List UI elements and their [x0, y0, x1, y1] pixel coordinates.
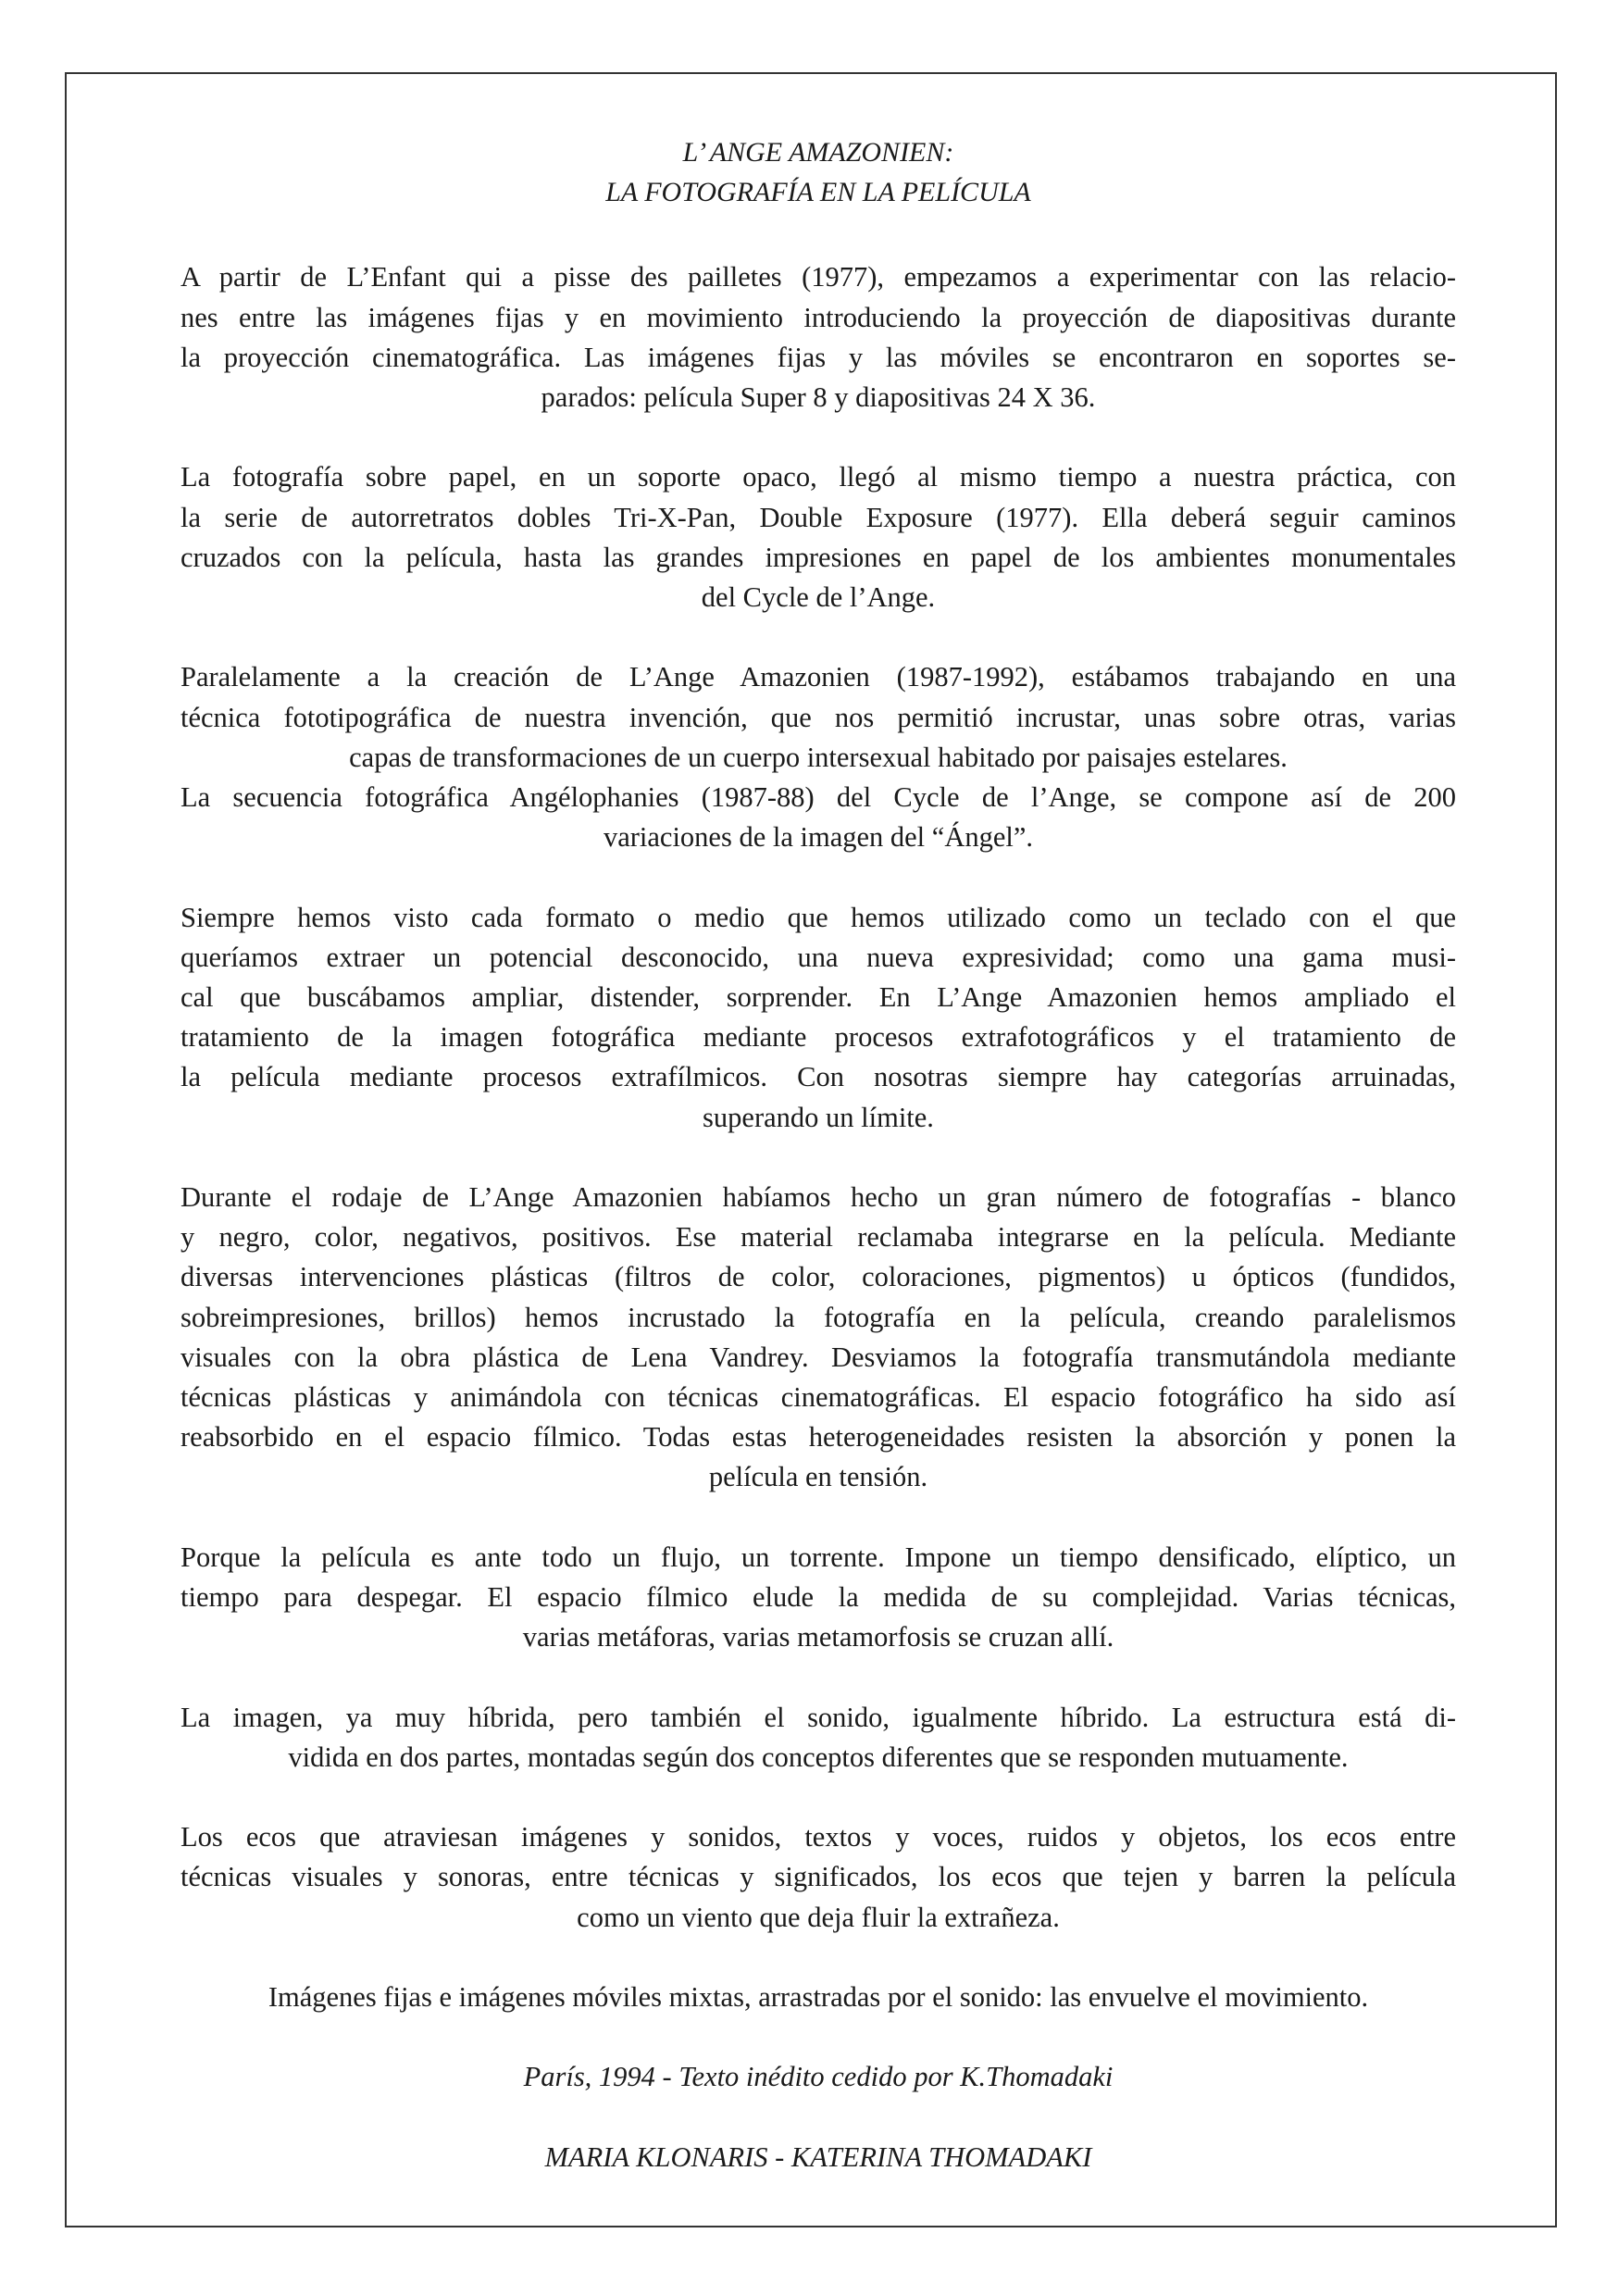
paragraph	[180, 1698, 1456, 1778]
text-line: capas de transformaciones de un cuerpo intersexual habitado por paisajes estelares.	[349, 741, 1288, 773]
text-line: vidida en dos partes, montadas según dos conceptos diferentes que se responden mutuamente.	[288, 1741, 1349, 1773]
text-line: la película mediante procesos extrafílmicos. Con nosotras siempre hay categorías arruinadas,	[180, 1061, 1456, 1093]
text-line: y negro, color, negativos, positivos. Ese material reclamaba integrarse en la película. Mediante	[180, 1221, 1456, 1254]
text-line: parados: película Super 8 y diapositivas 24 X 36.	[541, 381, 1096, 414]
page-title	[180, 132, 1456, 212]
text-line: Siempre hemos visto cada formato o medio que hemos utilizado como un teclado con el que	[180, 901, 1456, 933]
text-line: película en tensión.	[708, 1461, 928, 1493]
text-line: varias metáforas, varias metamorfosis se cruzan allí.	[522, 1621, 1114, 1653]
text-line: tiempo para despegar. El espacio fílmico elude la medida de su complejidad. Varias técnicas,	[180, 1581, 1456, 1614]
paragraph	[180, 457, 1456, 618]
text-line: La imagen, ya muy híbrida, pero también el sonido, igualmente híbrido. La estructura está di-	[180, 1701, 1456, 1733]
paragraph	[180, 898, 1456, 1138]
document-body	[180, 132, 1456, 2177]
text-line: cruzados con la película, hasta las grandes impresiones en papel de los ambientes monumentales	[180, 541, 1456, 573]
text-line: variaciones de la imagen del “Ángel”.	[603, 821, 1034, 854]
text-line: técnicas visuales y sonoras, entre técnicas y significados, los ecos que tejen y barren la película	[180, 1861, 1456, 1893]
title-line: L’ ANGE AMAZONIEN:	[682, 137, 954, 168]
paragraph	[180, 257, 1456, 418]
text-line: reabsorbido en el espacio fílmico. Todas estas heterogeneidades resisten la absorción y ponen la	[180, 1421, 1456, 1454]
text-line: La secuencia fotográfica Angélophanies (1987-88) del Cycle de l’Ange, se compone así de 200	[180, 781, 1456, 814]
text-line: nes entre las imágenes fijas y en movimiento introduciendo la proyección de diapositivas durante	[180, 301, 1456, 333]
text-line: A partir de L’Enfant qui a pisse des pailletes (1977), empezamos a experimentar con las relacio-	[180, 261, 1456, 293]
text-line: la serie de autorretratos dobles Tri-X-Pan, Double Exposure (1977). Ella deberá seguir caminos	[180, 501, 1456, 533]
title-line: LA FOTOGRAFÍA EN LA PELÍCULA	[605, 177, 1031, 208]
text-line: diversas intervenciones plásticas (filtros de color, coloraciones, pigmentos) u ópticos (fundidos,	[180, 1261, 1456, 1293]
text-line: cal que buscábamos ampliar, distender, sorprender. En L’Ange Amazonien hemos ampliado el	[180, 981, 1456, 1014]
text-line: como un viento que deja fluir la extrañeza.	[577, 1901, 1060, 1933]
text-line: Porque la película es ante todo un flujo, un torrente. Impone un tiempo densificado, elíptico, un	[180, 1541, 1456, 1573]
text-line: del Cycle de l’Ange.	[701, 581, 936, 614]
text-line: la proyección cinematográfica. Las imágenes fijas y las móviles se encontraron en soportes se-	[180, 341, 1456, 373]
text-line: técnicas plásticas y animándola con técnicas cinematográficas. El espacio fotográfico ha sido así	[180, 1381, 1456, 1414]
signature-line: París, 1994 - Texto inédito cedido por K.Thomadaki	[523, 2061, 1114, 2093]
text-line: superando un límite.	[703, 1101, 934, 1133]
text-line: visuales con la obra plástica de Lena Vandrey. Desviamos la fotografía transmutándola mediante	[180, 1341, 1456, 1373]
text-line: sobreimpresiones, brillos) hemos incrustado la fotografía en la película, creando paralelismos	[180, 1301, 1456, 1333]
text-line: Los ecos que atraviesan imágenes y sonidos, textos y voces, ruidos y objetos, los ecos entre	[180, 1821, 1456, 1853]
paragraph	[180, 1178, 1456, 1498]
text-line: Paralelamente a la creación de L’Ange Amazonien (1987-1992), estábamos trabajando en una	[180, 661, 1456, 693]
text-line: Durante el rodaje de L’Ange Amazonien habíamos hecho un gran número de fotografías - blanco	[180, 1181, 1456, 1214]
text-line: queríamos extraer un potencial desconocido, una nueva expresividad; como una gama musi-	[180, 941, 1456, 973]
authors-line: MARIA KLONARIS - KATERINA THOMADAKI	[544, 2140, 1092, 2173]
text-line: técnica fototipográfica de nuestra invención, que nos permitió incrustar, unas sobre otras, varias	[180, 701, 1456, 733]
paragraph	[180, 1817, 1456, 1938]
paragraph	[180, 1538, 1456, 1658]
paragraph	[180, 1978, 1456, 2017]
text-line: La fotografía sobre papel, en un soporte opaco, llegó al mismo tiempo a nuestra práctica, con	[180, 461, 1456, 493]
text-line: tratamiento de la imagen fotográfica mediante procesos extrafotográficos y el tratamiento de	[180, 1021, 1456, 1054]
paragraph	[180, 657, 1456, 857]
text-line: Imágenes fijas e imágenes móviles mixtas, arrastradas por el sonido: las envuelve el movimiento.	[268, 1981, 1369, 2014]
